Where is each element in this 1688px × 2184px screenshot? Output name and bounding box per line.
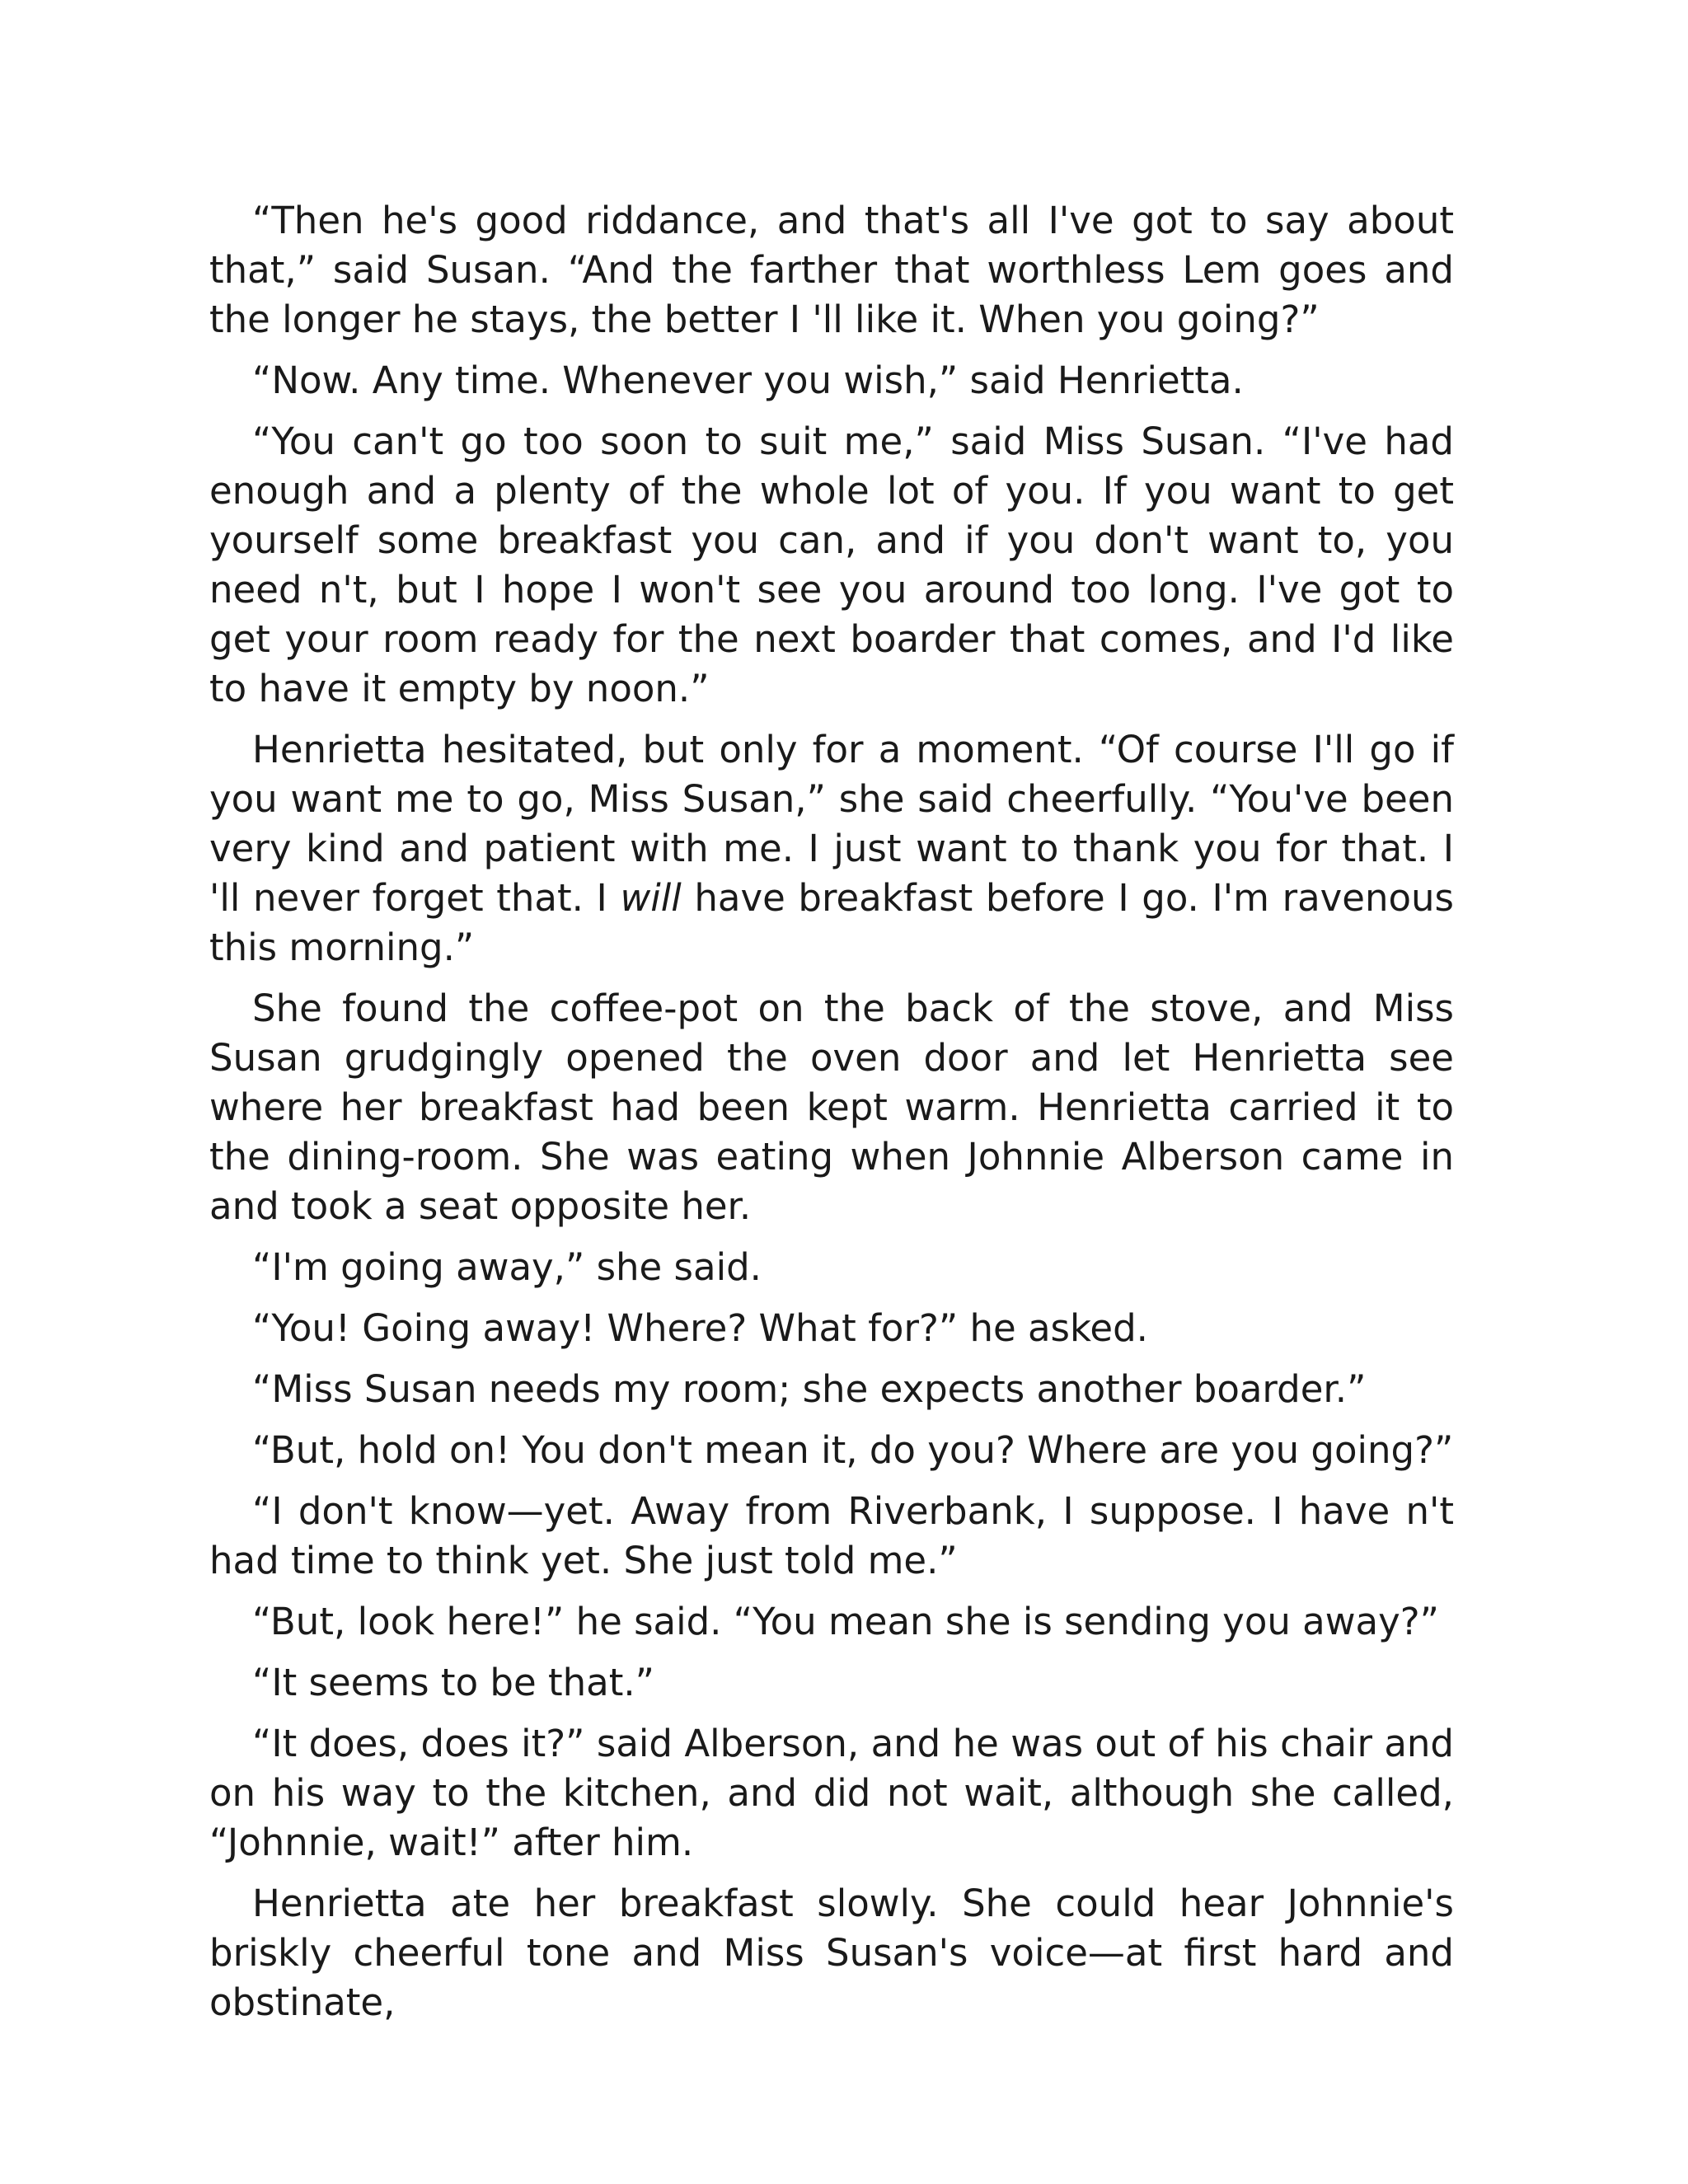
- paragraph: She found the coffee-pot on the back of the stove, and Miss Susan grudgingly opened the oven door and let Henrietta see where her breakfast had been kept warm. Henrietta carried it to the dining-room. She was eating when Johnnie Alberson came in and took a seat opposite her.: [209, 987, 1454, 1228]
- paragraph: “Then he's good riddance, and that's all I've got to say about that,” said Susan. “And the farther that worthless Lem goes and the longer he stays, the better I 'll like it. When you going?”: [209, 199, 1454, 341]
- paragraph: “Miss Susan needs my room; she expects another boarder.”: [252, 1367, 1367, 1411]
- emphasis-text: will: [620, 876, 682, 920]
- paragraph: [209, 725, 1454, 972]
- paragraph: “It seems to be that.”: [252, 1661, 654, 1704]
- paragraph-text: Henrietta hesitated, but only for a moment. “Of course I'll go if you want me to go, Miss Susan,” she said cheerfully. “You've been very kind and patient with me. I just want to thank you for that. I 'll never forget that. I: [209, 728, 1454, 920]
- paragraph: “But, hold on! You don't mean it, do you? Where are you going?”: [252, 1428, 1454, 1472]
- paragraph: Henrietta ate her breakfast slowly. She could hear Johnnie's briskly cheerful tone and Miss Susan's voice—at first hard and obstinate,: [209, 1882, 1454, 2024]
- body-text: [209, 196, 1454, 2039]
- paragraph: “Now. Any time. Whenever you wish,” said Henrietta.: [252, 359, 1244, 402]
- paragraph: “But, look here!” he said. “You mean she is sending you away?”: [252, 1600, 1439, 1643]
- paragraph-text: have breakfast before I go. I'm ravenous this morning.”: [209, 876, 1454, 969]
- paragraph: “I don't know—yet. Away from Riverbank, I suppose. I have n't had time to think yet. She just told me.”: [209, 1489, 1454, 1582]
- paragraph: “You! Going away! Where? What for?” he asked.: [252, 1306, 1148, 1350]
- paragraph: “It does, does it?” said Alberson, and he was out of his chair and on his way to the kitchen, and did not wait, although she called, “Johnnie, wait!” after him.: [209, 1722, 1454, 1864]
- paragraph: “You can't go too soon to suit me,” said Miss Susan. “I've had enough and a plenty of the whole lot of you. If you want to get yourself some breakfast you can, and if you don't want to, you need n't, but I hope I won't see you around too long. I've got to get your room ready for the next boarder that comes, and I'd like to have it empty by noon.”: [209, 419, 1454, 710]
- paragraph: “I'm going away,” she said.: [252, 1245, 762, 1289]
